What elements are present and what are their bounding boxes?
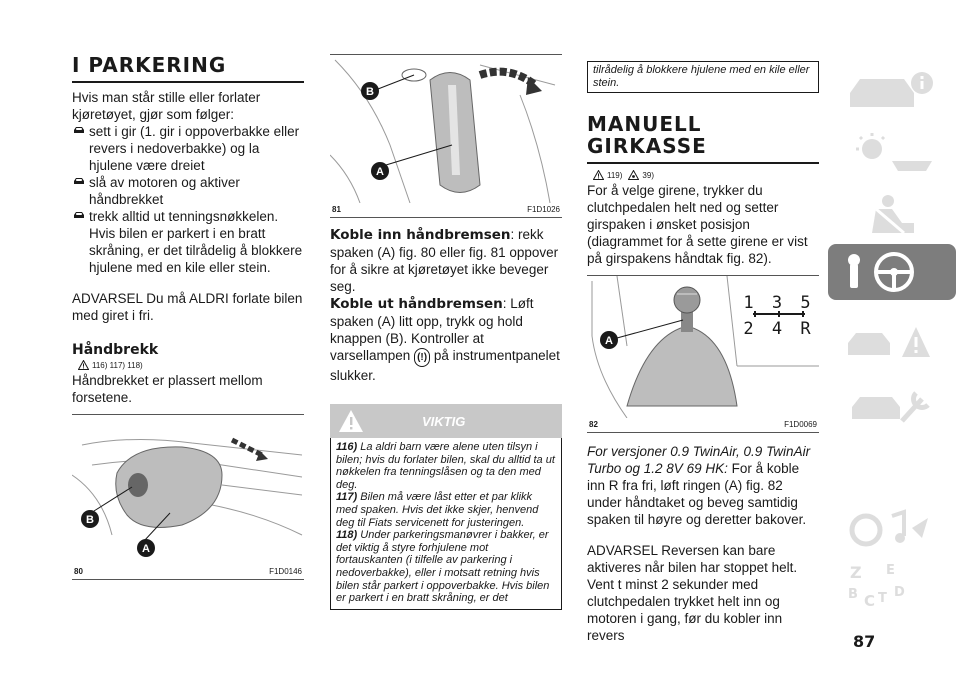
figure-number: 82	[589, 420, 598, 430]
figure-number: 81	[332, 205, 341, 214]
svg-text:T: T	[878, 591, 887, 606]
svg-text:B: B	[848, 587, 858, 602]
figure-82	[587, 275, 819, 433]
label-a: A	[142, 543, 150, 555]
note-item: 117) Bilen må være låst etter et par klikk med spaken. Hvis det ikke skjer, henvend deg til Fiats servicenett for justeringen.	[336, 491, 539, 529]
gear-pattern-bottom: 2 4 R	[743, 319, 815, 340]
section-heading-parking: I PARKERING	[72, 54, 304, 83]
note-refs: 119) 39)	[593, 170, 819, 180]
gearbox-intro: For å velge girene, trykker du clutchpedalen helt ned og setter girspaken i ønsket posisjon (diagrammet for å sette girene er vist på girspakens håndtak fig. 82).	[587, 183, 808, 267]
section-heading-gearbox: MANUELL GIRKASSE	[587, 113, 819, 164]
index-letters-icon	[842, 562, 942, 610]
page-number: 87	[853, 632, 876, 651]
gear-lever-illustration	[587, 276, 819, 418]
wrench-car-icon	[842, 381, 942, 425]
handbrake-location: Håndbrekket er plassert mellom forsetene.	[72, 373, 263, 405]
engage-handbrake: Koble inn håndbremsen: rekk spaken (A) fig. 80 eller fig. 81 oppover for å sikre at kjøretøyet ikke beveger seg.	[330, 227, 559, 294]
column-1	[72, 54, 304, 580]
label-a: A	[376, 166, 384, 178]
svg-text:E: E	[886, 563, 895, 578]
release-handbrake: Koble ut håndbremsen: Løft spaken (A) litt opp, trykk og hold knappen (B). Kontroller at varsellampen (!) på instrumentpanelet slukker.	[330, 296, 560, 383]
car-info-icon	[842, 69, 942, 113]
tab-dashboard-lights[interactable]	[828, 125, 956, 181]
parking-warning: ADVARSEL Du må ALDRI forlate bilen med giret i fri.	[72, 291, 303, 323]
tab-index[interactable]	[828, 556, 956, 612]
multimedia-icon	[842, 508, 942, 552]
note-item: 118) Under parkeringsmanøvrer i bakker, er det viktig å styre forhjulene mot fortauskanten (i tilfelle av parkering i nedoverbakke), eller i motsatt retning hvis bilen står parkert i oppoverbakke. Hvis bilen er parkert i en bratt skråning, er det	[336, 529, 550, 605]
key-steering-wheel-icon	[842, 250, 942, 294]
bullet-item: slå av motoren og aktiver håndbrekket	[72, 174, 304, 208]
seat-safety-icon	[842, 193, 942, 237]
handbrake-heading: Håndbrekk	[72, 342, 159, 358]
gear-pattern-top: 1 3 5	[743, 293, 815, 314]
label-b: B	[366, 86, 374, 98]
note-item: 116) La aldri barn være alene uten tilsyn i bilen; hvis du forlater bilen, skal du alltid ta ut nøkkelen fra tenningslåsen og ta den med deg.	[336, 441, 555, 491]
tab-maintenance[interactable]	[828, 375, 956, 431]
figure-caption	[330, 203, 562, 217]
note-refs: 116) 117) 118)	[78, 360, 304, 370]
figure-caption	[587, 418, 819, 432]
car-bullet-icon	[72, 211, 86, 220]
important-title: VIKTIG	[422, 413, 466, 429]
warning-triangle-icon	[842, 317, 942, 361]
figure-number: 80	[74, 567, 83, 576]
important-notes	[330, 438, 562, 610]
figure-81	[330, 54, 562, 218]
column-3	[587, 58, 819, 644]
brake-warning-lamp-icon: (!)	[414, 348, 430, 367]
figure-caption	[72, 565, 304, 579]
handbrake-lever-illustration	[330, 55, 562, 203]
svg-text:D: D	[894, 585, 905, 600]
label-a: A	[605, 335, 613, 348]
car-bullet-icon	[72, 126, 86, 135]
bullet-item: sett i gir (1. gir i oppoverbakke eller revers i nedoverbakke) og la hjulene være dreiet	[72, 123, 304, 174]
important-header	[330, 404, 562, 438]
caution-icon	[628, 170, 639, 180]
reverse-warning: ADVARSEL Reversen kan bare aktiveres når bilen har stoppet helt. Vent t minst 2 sekunder med clutchpedalen trykket helt inn og motoren i gang, før du kobler inn revers	[587, 543, 798, 644]
note-continuation: tilrådelig å blokkere hjulene med en kile eller stein.	[587, 61, 819, 93]
svg-text:C: C	[864, 592, 876, 610]
bullet-item: trekk alltid ut tenningsnøkkelen. Hvis bilen er parkert i en bratt skråning, er det tilrådelig å blokkere hjulene med en kile eller stein.	[72, 208, 304, 276]
reverse-instruction: For versjoner 0.9 TwinAir, 0.9 TwinAir Turbo og 1.2 8V 69 HK: For å koble inn R fra fri, løft ringen (A) fig. 82 under håndtaket og beveg samtidig spaken til høyre og deretter bakover.	[587, 444, 811, 528]
tab-key-steering[interactable]	[828, 244, 956, 300]
dashboard-lights-icon	[842, 131, 942, 175]
warning-triangle-icon	[78, 360, 89, 370]
parking-intro: Hvis man står stille eller forlater kjøretøyet, gjør som følger:	[72, 90, 261, 122]
handbrake-illustration	[72, 415, 304, 565]
figure-code: F1D0146	[269, 567, 302, 576]
figure-code: F1D0069	[784, 420, 817, 430]
tab-car-info[interactable]	[828, 63, 956, 119]
warning-triangle-icon	[593, 170, 604, 180]
figure-80	[72, 414, 304, 580]
tab-seat-safety[interactable]	[828, 187, 956, 243]
label-b: B	[86, 514, 94, 526]
warning-triangle-icon	[338, 409, 364, 433]
car-bullet-icon	[72, 177, 86, 186]
column-2	[330, 54, 562, 610]
svg-text:Z: Z	[850, 563, 862, 582]
figure-code: F1D1026	[527, 205, 560, 214]
tab-multimedia[interactable]	[828, 502, 956, 558]
tab-emergency[interactable]	[828, 311, 956, 367]
